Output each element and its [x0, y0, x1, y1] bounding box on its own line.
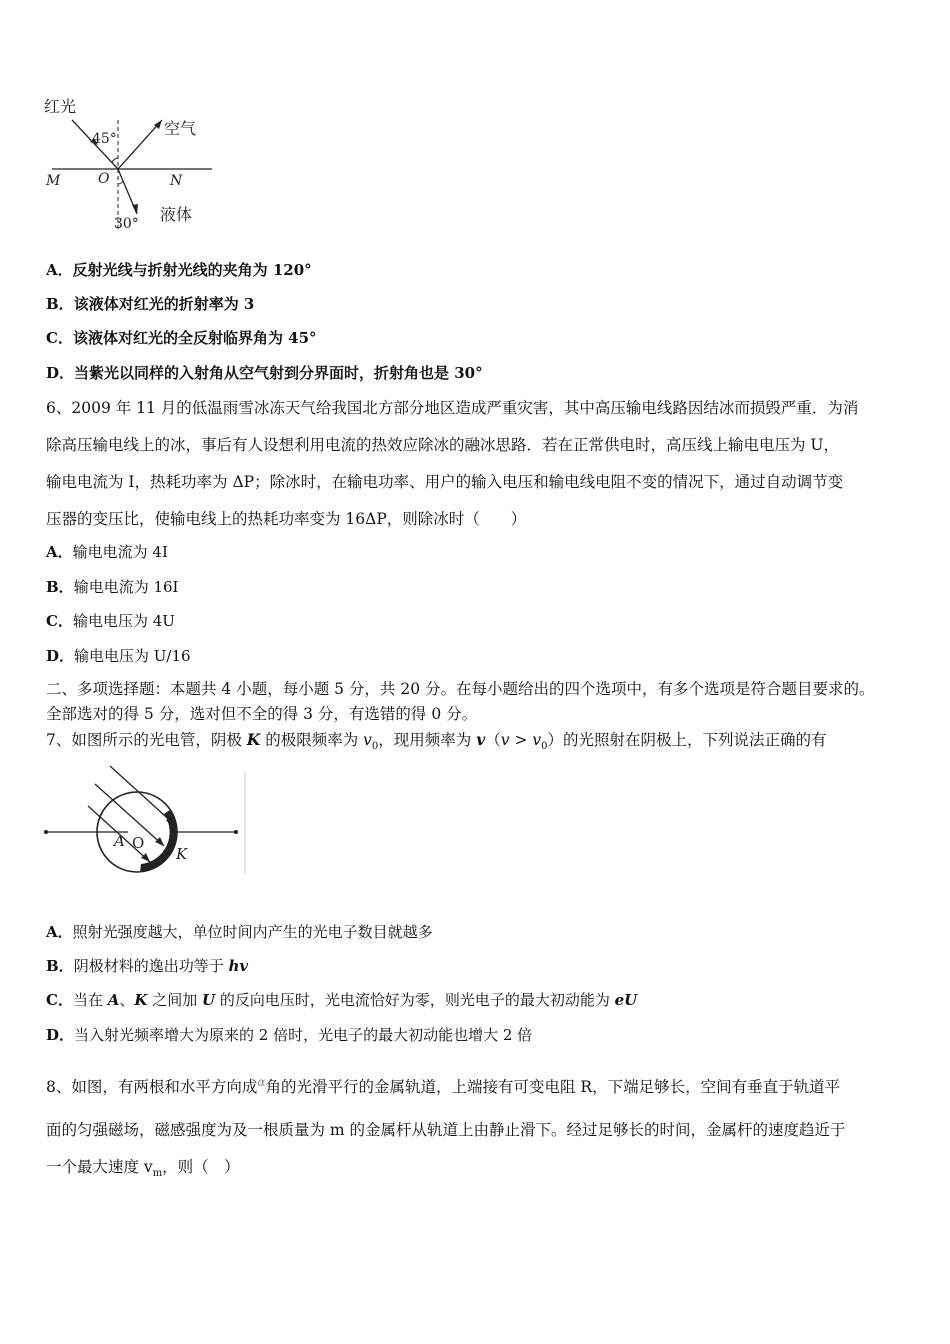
q7-option-c: C．当在 A、K 之间加 U 的反向电压时，光电流恰好为零，则光电子的最大初动能为 eU	[46, 991, 638, 1009]
q6-stem-line-4: 压器的变压比，使输电线上的热耗功率变为 16ΔP，则除冰时（ ）	[46, 510, 527, 528]
label-m: M	[46, 173, 61, 189]
q7-option-d: D．当入射光频率增大为原来的 2 倍时，光电子的最大初动能也增大 2 倍	[46, 1026, 533, 1044]
label-liquid: 液体	[160, 205, 193, 224]
q8-stem-line-3: 一个最大速度 $v_m$，则（ ）	[46, 1158, 240, 1180]
q6-stem-line-3: 输电电流为 I，热耗功率为 ΔP；除冰时，在输电功率、用户的输入电压和输电线电阻不变的情况下，通过自动调节变	[46, 473, 844, 491]
label-k: K	[176, 845, 188, 863]
q5-option-b: B．该液体对红光的折射率为 3	[46, 295, 255, 313]
q6-option-c: C．输电电压为 4U	[46, 612, 175, 630]
label-o: O	[132, 834, 145, 852]
q8-stem-line-1: 8、如图，有两根和水平方向成$^\alpha$角的光滑平行的金属轨道，上端接有可变电阻 R，下端足够长，空间有垂直于轨道平	[46, 1075, 841, 1096]
q5-option-a: A．反射光线与折射光线的夹角为 120°	[46, 261, 312, 279]
alpha-symbol: α	[257, 1075, 266, 1089]
q7-option-b: B．阴极材料的逸出功等于 hv	[46, 957, 249, 975]
angle-arc-30	[118, 181, 123, 184]
q6-stem-line-1: 6、2009 年 11 月的低温雨雪冰冻天气给我国北方部分地区造成严重灾害，其中高压输电线路因结冰而损毁严重．为消	[46, 399, 859, 417]
q6-stem-line-2: 除高压输电线上的冰，事后有人设想利用电流的热效应除冰的融冰思路．若在正常供电时，高压线上输电电压为 U，	[46, 436, 839, 454]
refracted-arrow	[132, 204, 138, 214]
wire-right-terminal	[234, 830, 238, 834]
q5-option-d: D．当紫光以同样的入射角从空气射到分界面时，折射角也是 30°	[46, 364, 483, 382]
label-red-light: 红光	[44, 97, 77, 116]
angle-arc-45	[112, 158, 118, 162]
q6-option-b: B．输电电流为 16I	[46, 578, 179, 596]
photoelectric-tube-figure	[40, 762, 250, 884]
section2-instructions-line-1: 二、多项选择题：本题共 4 小题，每小题 5 分，共 20 分。在每小题给出的四个选项中，有多个选项是符合题目要求的。	[46, 680, 875, 698]
q5-option-c: C．该液体对红光的全反射临界角为 45°	[46, 329, 317, 347]
q6-option-d: D．输电电压为 U/16	[46, 647, 191, 665]
q8-stem-line-2: 面的匀强磁场，磁感强度为及一根质量为 m 的金属杆从轨道上由静止滑下。经过足够长的时间，金属杆的速度趋近于	[46, 1121, 846, 1139]
q7-stem: 7、如图所示的光电管，阴极 K 的极限频率为 $v_0$，现用频率为 $v(v > v_0)$的光照射在阴极上，下列说法正确的有	[46, 730, 827, 753]
refraction-figure	[40, 92, 220, 242]
reflected-ray	[118, 120, 162, 169]
q6-option-a: A．输电电流为 4I	[46, 543, 168, 561]
label-45: 45°	[92, 131, 117, 147]
label-air: 空气	[164, 119, 197, 138]
label-a: A	[114, 832, 125, 850]
wire-left-terminal	[44, 830, 48, 834]
section2-instructions-line-2: 全部选对的得 5 分，选对但不全的得 3 分，有选错的得 0 分。	[46, 705, 478, 723]
label-o: O	[98, 171, 110, 187]
label-n: N	[170, 173, 183, 189]
label-30: 30°	[114, 216, 139, 232]
q7-option-a: A．照射光强度越大，单位时间内产生的光电子数目就越多	[46, 923, 433, 941]
